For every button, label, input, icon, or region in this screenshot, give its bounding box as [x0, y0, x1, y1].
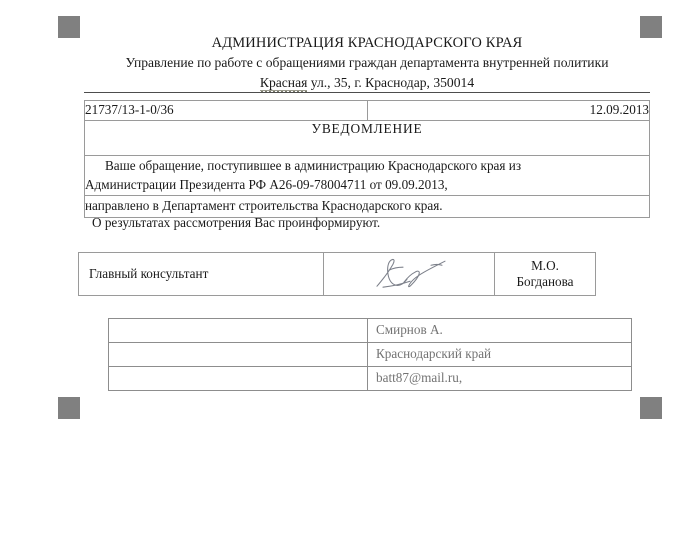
document-title: УВЕДОМЛЕНИЕ	[85, 121, 650, 156]
table-row-recipient-region	[109, 343, 632, 367]
reference-number: 21737/13-1-0/36	[85, 101, 368, 121]
body-line-3: направлено в Департамент строительства Краснодарского края.	[85, 196, 650, 218]
letterhead	[84, 34, 650, 92]
corner-mark-bottom-right	[640, 397, 662, 419]
table-row-recipient-name	[109, 319, 632, 343]
table-row-body-first	[85, 156, 650, 196]
table-row-reference	[85, 101, 650, 121]
street-name-spellchecked: Красная	[259, 75, 308, 90]
table-row-title	[85, 121, 650, 156]
signature-table	[78, 252, 596, 296]
reference-date: 12.09.2013	[367, 101, 650, 121]
body-paragraph-first	[85, 156, 650, 196]
recipient-email: batt87@mail.ru,	[368, 367, 632, 391]
closing-paragraph: О результатах рассмотрения Вас проинформируют.	[92, 215, 381, 230]
table-row-recipient-email	[109, 367, 632, 391]
recipient-region: Краснодарский край	[368, 343, 632, 367]
corner-mark-bottom-left	[58, 397, 80, 419]
body-line-1: Ваше обращение, поступившее в администрацию Краснодарского края из	[105, 158, 522, 173]
handwritten-signature-icon	[363, 253, 455, 293]
organization-name: АДМИНИСТРАЦИЯ КРАСНОДАРСКОГО КРАЯ	[211, 35, 523, 51]
recipient-table	[108, 318, 632, 391]
letterhead-divider	[84, 92, 650, 93]
postal-address	[84, 73, 650, 92]
table-row-signature	[79, 253, 596, 296]
address-remainder: ул., 35, г. Краснодар, 350014	[307, 75, 475, 90]
body-line-2: Администрации Президента РФ А26-09-78004711 от 09.09.2013,	[85, 177, 448, 192]
department-name: Управление по работе с обращениями граждан департамента внутренней политики	[125, 55, 609, 70]
recipient-name: Смирнов А.	[368, 319, 632, 343]
corner-mark-top-left	[58, 16, 80, 38]
document-table	[84, 100, 650, 218]
recipient-blank-cell-3	[109, 367, 368, 391]
signer-role: Главный консультант	[79, 253, 324, 296]
recipient-blank-cell-1	[109, 319, 368, 343]
recipient-blank-cell-2	[109, 343, 368, 367]
signer-name: М.О. Богданова	[495, 253, 596, 296]
signature-mark-cell	[324, 253, 495, 296]
